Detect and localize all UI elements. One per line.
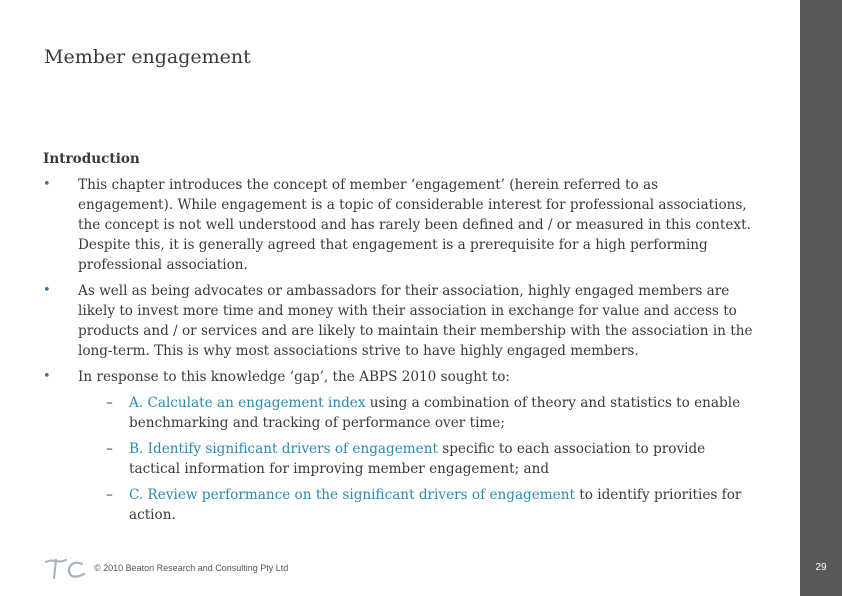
sub-bullet-item (78, 439, 753, 479)
sub-bullet-text: using a combination of theory and statistics to enable benchmarking and tracking of performance over time; (129, 395, 741, 431)
section-heading: Introduction (43, 151, 140, 167)
bullet-item (43, 281, 753, 361)
bullet-item (43, 367, 753, 525)
bullet-list (43, 175, 753, 525)
sub-bullet-text: to identify priorities for action. (129, 487, 742, 523)
page-title: Member engagement (44, 46, 251, 68)
sub-bullet-item (78, 485, 753, 525)
bullet-item (43, 175, 753, 275)
highlight-text: C. Review performance on the significant drivers of engagement (129, 487, 575, 503)
bullet-text: In response to this knowledge ‘gap’, the ABPS 2010 sought to: (78, 369, 511, 385)
dash-marker: – (106, 487, 113, 503)
slide-content (43, 149, 753, 531)
right-sidebar-bar (800, 0, 842, 596)
bullet-text: This chapter introduces the concept of member ‘engagement’ (herein referred to as engagement). While engagement is a topic of considerable interest for professional associations, the concept is not well understood and has rarely been defined and / or measured in this context. Despite this, it is generally agreed that engagement is a prerequisite for a high performing professional association. (78, 177, 751, 273)
highlight-text: A. Calculate an engagement index (129, 395, 366, 411)
sub-bullet-list (78, 393, 753, 525)
copyright-footer: © 2010 Beaton Research and Consulting Pty Ltd (94, 563, 289, 573)
bullet-marker: • (43, 283, 51, 298)
bullet-text: As well as being advocates or ambassadors for their association, highly engaged members are likely to invest more time and money with their association in exchange for value and access to products and / or services and are likely to maintain their membership with the association in the long-term. This is why most associations strive to have highly engaged members. (78, 283, 753, 359)
page-number: 29 (815, 562, 827, 573)
bullet-marker: • (43, 177, 51, 192)
dash-marker: – (106, 441, 113, 457)
sub-bullet-text: specific to each association to provide tactical information for improving member engagement; and (129, 441, 706, 477)
dash-marker: – (106, 395, 113, 411)
highlight-text: B. Identify significant drivers of engagement (129, 441, 438, 457)
beaton-logo-icon (42, 554, 90, 582)
sub-bullet-item (78, 393, 753, 433)
bullet-marker: • (43, 369, 51, 384)
